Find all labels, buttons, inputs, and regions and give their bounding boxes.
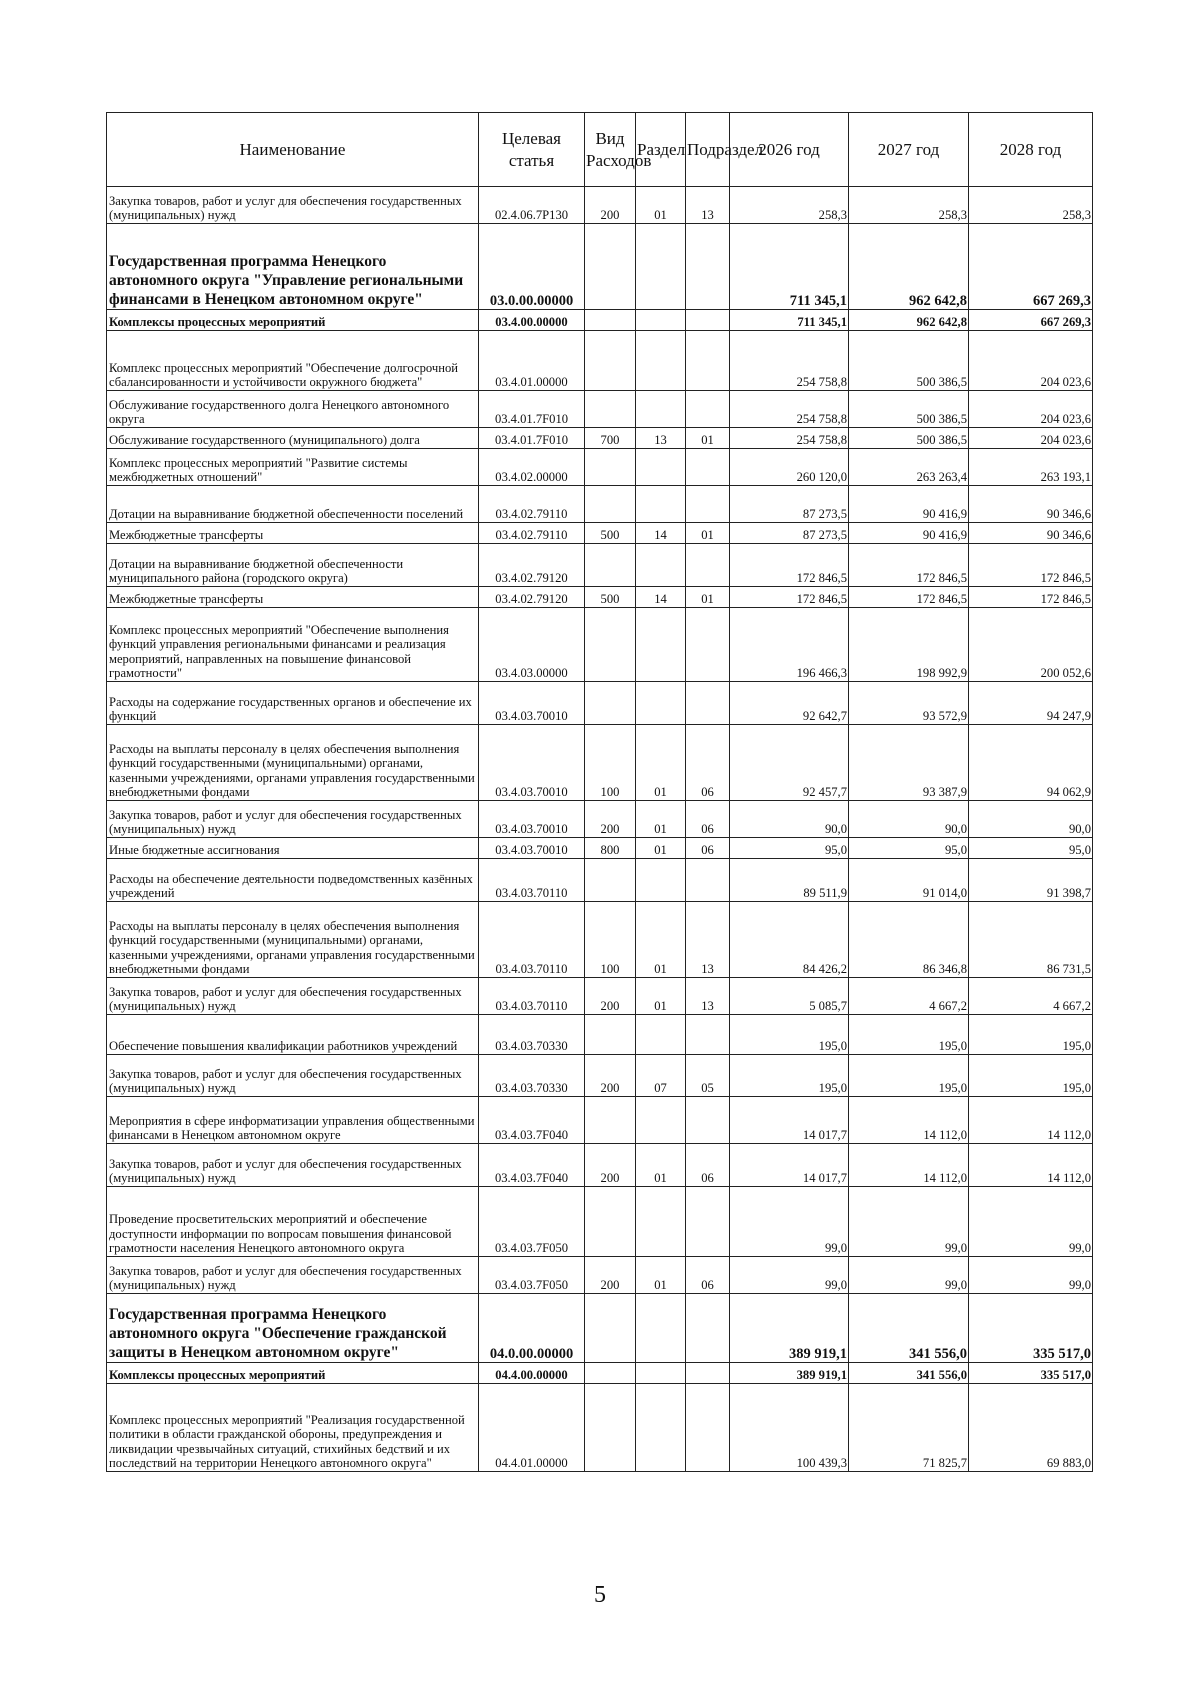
- row-target-article: 03.4.00.00000: [479, 310, 585, 331]
- row-section: [636, 608, 686, 682]
- row-subsection: [686, 1097, 730, 1144]
- row-section: 01: [636, 838, 686, 859]
- row-subsection: [686, 1384, 730, 1472]
- row-target-article: 03.4.03.70010: [479, 801, 585, 838]
- row-section: [636, 449, 686, 486]
- row-section: 14: [636, 587, 686, 608]
- row-value-2026: 254 758,8: [730, 331, 849, 391]
- row-name: Обслуживание государственного (муниципального) долга: [107, 428, 479, 449]
- row-value-2028: 204 023,6: [969, 331, 1093, 391]
- row-name: Иные бюджетные ассигнования: [107, 838, 479, 859]
- row-target-article: 04.0.00.00000: [479, 1294, 585, 1363]
- row-subsection: 06: [686, 1257, 730, 1294]
- row-value-2026: 99,0: [730, 1187, 849, 1257]
- row-name: Закупка товаров, работ и услуг для обеспечения государственных (муниципальных) нужд: [107, 1144, 479, 1187]
- row-value-2027: 258,3: [849, 187, 969, 224]
- row-subsection: 06: [686, 838, 730, 859]
- row-section: [636, 391, 686, 428]
- row-value-2028: 204 023,6: [969, 391, 1093, 428]
- table-row: [107, 428, 1093, 449]
- table-row: [107, 187, 1093, 224]
- row-target-article: 03.4.03.70010: [479, 838, 585, 859]
- row-expense-type: 200: [585, 801, 636, 838]
- row-value-2028: 86 731,5: [969, 902, 1093, 978]
- table-row: [107, 1097, 1093, 1144]
- header-2027: 2027 год: [849, 113, 969, 187]
- row-section: [636, 1015, 686, 1055]
- row-value-2028: 99,0: [969, 1257, 1093, 1294]
- row-expense-type: 200: [585, 978, 636, 1015]
- row-name: Межбюджетные трансферты: [107, 523, 479, 544]
- row-subsection: [686, 1294, 730, 1363]
- row-section: 01: [636, 1144, 686, 1187]
- row-value-2027: 71 825,7: [849, 1384, 969, 1472]
- row-target-article: 03.4.01.7F010: [479, 428, 585, 449]
- row-target-article: 02.4.06.7P130: [479, 187, 585, 224]
- row-expense-type: [585, 310, 636, 331]
- row-value-2027: 500 386,5: [849, 391, 969, 428]
- row-section: 07: [636, 1055, 686, 1097]
- table-row: [107, 725, 1093, 801]
- row-subsection: [686, 486, 730, 523]
- row-value-2026: 711 345,1: [730, 310, 849, 331]
- row-value-2026: 172 846,5: [730, 544, 849, 587]
- row-value-2028: 172 846,5: [969, 587, 1093, 608]
- row-value-2026: 260 120,0: [730, 449, 849, 486]
- row-subsection: [686, 310, 730, 331]
- row-value-2026: 14 017,7: [730, 1144, 849, 1187]
- page-number: 5: [594, 1582, 606, 1608]
- table-row: [107, 331, 1093, 391]
- row-value-2026: 195,0: [730, 1015, 849, 1055]
- row-expense-type: 200: [585, 1055, 636, 1097]
- row-expense-type: [585, 331, 636, 391]
- row-subsection: 01: [686, 587, 730, 608]
- row-subsection: 01: [686, 428, 730, 449]
- table-row: [107, 1055, 1093, 1097]
- table-row: [107, 1144, 1093, 1187]
- row-target-article: 03.4.03.7F050: [479, 1187, 585, 1257]
- table-row: [107, 608, 1093, 682]
- row-name: Закупка товаров, работ и услуг для обеспечения государственных (муниципальных) нужд: [107, 801, 479, 838]
- row-name: Межбюджетные трансферты: [107, 587, 479, 608]
- row-expense-type: [585, 486, 636, 523]
- row-value-2027: 90 416,9: [849, 523, 969, 544]
- row-value-2027: 14 112,0: [849, 1097, 969, 1144]
- table-row: [107, 801, 1093, 838]
- row-value-2026: 90,0: [730, 801, 849, 838]
- row-expense-type: [585, 224, 636, 310]
- row-name: Комплексы процессных мероприятий: [107, 310, 479, 331]
- row-target-article: 03.4.03.7F050: [479, 1257, 585, 1294]
- row-target-article: 04.4.00.00000: [479, 1363, 585, 1384]
- row-value-2027: 14 112,0: [849, 1144, 969, 1187]
- row-value-2028: 258,3: [969, 187, 1093, 224]
- row-target-article: 03.4.02.00000: [479, 449, 585, 486]
- row-subsection: 06: [686, 725, 730, 801]
- table-row: [107, 544, 1093, 587]
- table-row: [107, 1187, 1093, 1257]
- row-value-2027: 86 346,8: [849, 902, 969, 978]
- header-2026: 2026 год: [730, 113, 849, 187]
- table-row: [107, 902, 1093, 978]
- table-row: [107, 1363, 1093, 1384]
- row-target-article: 03.4.03.70330: [479, 1055, 585, 1097]
- row-section: [636, 544, 686, 587]
- row-name: Государственная программа Ненецкого автономного округа "Управление региональными финансами в Ненецком автономном округе": [107, 224, 479, 310]
- row-value-2028: 91 398,7: [969, 859, 1093, 902]
- row-section: [636, 1384, 686, 1472]
- row-target-article: 03.4.03.00000: [479, 608, 585, 682]
- row-subsection: 01: [686, 523, 730, 544]
- table-row: [107, 587, 1093, 608]
- row-value-2027: 195,0: [849, 1055, 969, 1097]
- row-value-2026: 195,0: [730, 1055, 849, 1097]
- row-value-2026: 89 511,9: [730, 859, 849, 902]
- row-value-2026: 92 457,7: [730, 725, 849, 801]
- row-value-2027: 500 386,5: [849, 428, 969, 449]
- row-subsection: 13: [686, 902, 730, 978]
- row-target-article: 03.4.03.70110: [479, 978, 585, 1015]
- row-name: Расходы на выплаты персоналу в целях обеспечения выполнения функций государственными (муниципальными) органами, казенными учреждениями, органами управления государственными внебюджетными фондами: [107, 725, 479, 801]
- row-subsection: 06: [686, 1144, 730, 1187]
- row-section: 01: [636, 902, 686, 978]
- row-value-2026: 95,0: [730, 838, 849, 859]
- row-value-2026: 87 273,5: [730, 486, 849, 523]
- row-expense-type: [585, 682, 636, 725]
- row-name: Закупка товаров, работ и услуг для обеспечения государственных (муниципальных) нужд: [107, 1257, 479, 1294]
- table-row: [107, 1257, 1093, 1294]
- row-expense-type: [585, 391, 636, 428]
- row-subsection: [686, 331, 730, 391]
- row-value-2026: 389 919,1: [730, 1363, 849, 1384]
- row-section: 01: [636, 187, 686, 224]
- row-value-2027: 500 386,5: [849, 331, 969, 391]
- row-name: Закупка товаров, работ и услуг для обеспечения государственных (муниципальных) нужд: [107, 187, 479, 224]
- row-value-2026: 5 085,7: [730, 978, 849, 1015]
- row-subsection: [686, 449, 730, 486]
- row-subsection: [686, 608, 730, 682]
- row-name: Закупка товаров, работ и услуг для обеспечения государственных (муниципальных) нужд: [107, 1055, 479, 1097]
- row-value-2028: 4 667,2: [969, 978, 1093, 1015]
- table-row: [107, 838, 1093, 859]
- row-expense-type: 800: [585, 838, 636, 859]
- row-name: Мероприятия в сфере информатизации управления общественными финансами в Ненецком автономном округе: [107, 1097, 479, 1144]
- row-value-2027: 341 556,0: [849, 1363, 969, 1384]
- row-subsection: 13: [686, 978, 730, 1015]
- row-subsection: [686, 682, 730, 725]
- row-value-2026: 711 345,1: [730, 224, 849, 310]
- table-row: [107, 486, 1093, 523]
- row-value-2027: 95,0: [849, 838, 969, 859]
- row-expense-type: [585, 608, 636, 682]
- row-value-2026: 14 017,7: [730, 1097, 849, 1144]
- row-value-2027: 172 846,5: [849, 544, 969, 587]
- row-value-2028: 90 346,6: [969, 486, 1093, 523]
- table-row: [107, 224, 1093, 310]
- header-section: Раздел: [636, 113, 686, 187]
- table-row: [107, 1294, 1093, 1363]
- row-value-2028: 99,0: [969, 1187, 1093, 1257]
- row-value-2027: 91 014,0: [849, 859, 969, 902]
- table-row: [107, 523, 1093, 544]
- row-section: [636, 682, 686, 725]
- row-section: [636, 1294, 686, 1363]
- row-expense-type: [585, 1384, 636, 1472]
- row-subsection: [686, 859, 730, 902]
- row-name: Комплекс процессных мероприятий "Обеспечение выполнения функций управления региональными финансами и реализация мероприятий, направленных на повышение финансовой грамотности": [107, 608, 479, 682]
- row-subsection: [686, 1363, 730, 1384]
- row-expense-type: [585, 1015, 636, 1055]
- row-value-2027: 4 667,2: [849, 978, 969, 1015]
- row-target-article: 03.4.02.79120: [479, 544, 585, 587]
- row-subsection: 13: [686, 187, 730, 224]
- row-value-2027: 172 846,5: [849, 587, 969, 608]
- row-expense-type: [585, 1363, 636, 1384]
- header-name: Наименование: [107, 113, 479, 187]
- row-name: Дотации на выравнивание бюджетной обеспеченности муниципального района (городского округа): [107, 544, 479, 587]
- row-value-2026: 99,0: [730, 1257, 849, 1294]
- row-value-2027: 99,0: [849, 1257, 969, 1294]
- row-value-2026: 258,3: [730, 187, 849, 224]
- row-section: [636, 859, 686, 902]
- row-subsection: [686, 391, 730, 428]
- row-value-2028: 335 517,0: [969, 1363, 1093, 1384]
- row-target-article: 03.4.02.79110: [479, 486, 585, 523]
- row-section: 14: [636, 523, 686, 544]
- row-name: Комплекс процессных мероприятий "Развитие системы межбюджетных отношений": [107, 449, 479, 486]
- row-value-2028: 95,0: [969, 838, 1093, 859]
- row-value-2028: 195,0: [969, 1055, 1093, 1097]
- row-section: 01: [636, 1257, 686, 1294]
- row-value-2028: 335 517,0: [969, 1294, 1093, 1363]
- row-name: Проведение просветительских мероприятий и обеспечение доступности информации по вопросам повышения финансовой грамотности населения Ненецкого автономного округа: [107, 1187, 479, 1257]
- row-name: Расходы на содержание государственных органов и обеспечение их функций: [107, 682, 479, 725]
- row-name: Дотации на выравнивание бюджетной обеспеченности поселений: [107, 486, 479, 523]
- row-section: [636, 310, 686, 331]
- row-section: [636, 486, 686, 523]
- row-name: Комплекс процессных мероприятий "Обеспечение долгосрочной сбалансированности и устойчивости окружного бюджета": [107, 331, 479, 391]
- row-expense-type: [585, 1187, 636, 1257]
- row-value-2028: 263 193,1: [969, 449, 1093, 486]
- row-value-2028: 94 062,9: [969, 725, 1093, 801]
- row-subsection: 06: [686, 801, 730, 838]
- row-name: Комплекс процессных мероприятий "Реализация государственной политики в области гражданской обороны, предупреждения и ликвидации чрезвычайных ситуаций, стихийных бедствий и их последствий на территории Ненецкого автономного округа": [107, 1384, 479, 1472]
- row-name: Обеспечение повышения квалификации работников учреждений: [107, 1015, 479, 1055]
- row-expense-type: 700: [585, 428, 636, 449]
- row-expense-type: [585, 449, 636, 486]
- row-value-2027: 90,0: [849, 801, 969, 838]
- table-header-row: [107, 113, 1093, 187]
- row-value-2027: 263 263,4: [849, 449, 969, 486]
- row-expense-type: 200: [585, 1144, 636, 1187]
- row-target-article: 03.4.03.7F040: [479, 1144, 585, 1187]
- row-value-2027: 198 992,9: [849, 608, 969, 682]
- row-value-2027: 90 416,9: [849, 486, 969, 523]
- row-target-article: 03.4.01.00000: [479, 331, 585, 391]
- row-value-2026: 92 642,7: [730, 682, 849, 725]
- row-section: 01: [636, 801, 686, 838]
- row-name: Комплексы процессных мероприятий: [107, 1363, 479, 1384]
- row-expense-type: 100: [585, 902, 636, 978]
- row-name: Государственная программа Ненецкого автономного округа "Обеспечение гражданской защиты в Ненецком автономном округе": [107, 1294, 479, 1363]
- row-value-2026: 172 846,5: [730, 587, 849, 608]
- table-row: [107, 1384, 1093, 1472]
- row-section: [636, 224, 686, 310]
- table-row: [107, 682, 1093, 725]
- row-value-2026: 87 273,5: [730, 523, 849, 544]
- row-value-2027: 93 572,9: [849, 682, 969, 725]
- header-type: Вид Расходов: [585, 113, 636, 187]
- row-name: Расходы на обеспечение деятельности подведомственных казённых учреждений: [107, 859, 479, 902]
- row-subsection: 05: [686, 1055, 730, 1097]
- row-value-2026: 196 466,3: [730, 608, 849, 682]
- row-section: 13: [636, 428, 686, 449]
- row-value-2028: 172 846,5: [969, 544, 1093, 587]
- row-section: [636, 1097, 686, 1144]
- row-value-2026: 84 426,2: [730, 902, 849, 978]
- row-value-2027: 93 387,9: [849, 725, 969, 801]
- row-expense-type: 200: [585, 1257, 636, 1294]
- row-value-2028: 200 052,6: [969, 608, 1093, 682]
- table-row: [107, 859, 1093, 902]
- row-section: 01: [636, 978, 686, 1015]
- table-row: [107, 978, 1093, 1015]
- row-value-2028: 204 023,6: [969, 428, 1093, 449]
- row-subsection: [686, 1015, 730, 1055]
- row-value-2027: 99,0: [849, 1187, 969, 1257]
- row-target-article: 03.4.03.70010: [479, 682, 585, 725]
- table-row: [107, 391, 1093, 428]
- row-value-2028: 667 269,3: [969, 310, 1093, 331]
- row-target-article: 03.4.03.70330: [479, 1015, 585, 1055]
- header-subsection: Подраздел: [686, 113, 730, 187]
- row-expense-type: 100: [585, 725, 636, 801]
- row-expense-type: 500: [585, 587, 636, 608]
- row-value-2026: 100 439,3: [730, 1384, 849, 1472]
- row-value-2026: 389 919,1: [730, 1294, 849, 1363]
- table-body: [107, 187, 1093, 1472]
- row-target-article: 04.4.01.00000: [479, 1384, 585, 1472]
- row-subsection: [686, 544, 730, 587]
- row-value-2027: 962 642,8: [849, 224, 969, 310]
- row-value-2027: 341 556,0: [849, 1294, 969, 1363]
- row-value-2028: 14 112,0: [969, 1097, 1093, 1144]
- table-row: [107, 310, 1093, 331]
- row-target-article: 03.4.02.79110: [479, 523, 585, 544]
- row-value-2028: 90,0: [969, 801, 1093, 838]
- row-section: [636, 1187, 686, 1257]
- row-target-article: 03.4.03.7F040: [479, 1097, 585, 1144]
- header-2028: 2028 год: [969, 113, 1093, 187]
- row-expense-type: [585, 544, 636, 587]
- row-value-2027: 962 642,8: [849, 310, 969, 331]
- row-target-article: 03.4.03.70110: [479, 902, 585, 978]
- budget-table: [106, 112, 1093, 1472]
- row-value-2028: 667 269,3: [969, 224, 1093, 310]
- row-expense-type: [585, 859, 636, 902]
- row-target-article: 03.4.03.70110: [479, 859, 585, 902]
- header-article: Целевая статья: [479, 113, 585, 187]
- row-value-2027: 195,0: [849, 1015, 969, 1055]
- row-target-article: 03.4.02.79120: [479, 587, 585, 608]
- row-subsection: [686, 1187, 730, 1257]
- row-section: [636, 331, 686, 391]
- row-value-2026: 254 758,8: [730, 391, 849, 428]
- row-value-2028: 90 346,6: [969, 523, 1093, 544]
- table-row: [107, 1015, 1093, 1055]
- row-value-2028: 69 883,0: [969, 1384, 1093, 1472]
- row-expense-type: [585, 1097, 636, 1144]
- row-target-article: 03.4.01.7F010: [479, 391, 585, 428]
- row-section: [636, 1363, 686, 1384]
- row-value-2026: 254 758,8: [730, 428, 849, 449]
- row-name: Расходы на выплаты персоналу в целях обеспечения выполнения функций государственными (муниципальными) органами, казенными учреждениями, органами управления государственными внебюджетными фондами: [107, 902, 479, 978]
- row-value-2028: 14 112,0: [969, 1144, 1093, 1187]
- row-target-article: 03.4.03.70010: [479, 725, 585, 801]
- row-name: Закупка товаров, работ и услуг для обеспечения государственных (муниципальных) нужд: [107, 978, 479, 1015]
- budget-table-sheet: [106, 112, 1092, 1472]
- row-expense-type: [585, 1294, 636, 1363]
- row-name: Обслуживание государственного долга Ненецкого автономного округа: [107, 391, 479, 428]
- row-subsection: [686, 224, 730, 310]
- row-expense-type: 200: [585, 187, 636, 224]
- row-target-article: 03.0.00.00000: [479, 224, 585, 310]
- row-expense-type: 500: [585, 523, 636, 544]
- row-value-2028: 195,0: [969, 1015, 1093, 1055]
- table-row: [107, 449, 1093, 486]
- row-value-2028: 94 247,9: [969, 682, 1093, 725]
- row-section: 01: [636, 725, 686, 801]
